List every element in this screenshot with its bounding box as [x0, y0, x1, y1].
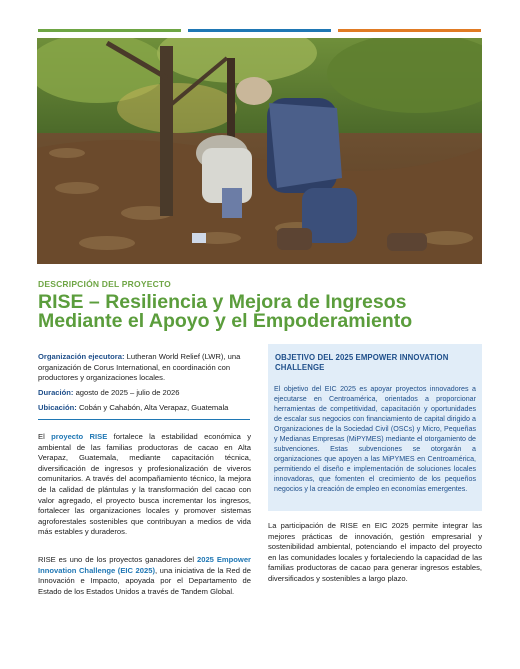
callout-body: El objetivo del EIC 2025 es apoyar proyectos innovadores a ejecutarse en Centroamérica, orientados a proporcionar herramientas de competitividad, capacitación y oportunidades de escalar sus negocios con financiamiento de capital dirigido a Organizaciones de la Sociedad Civil (OSCs) y Micro, Pequeñas y Medianas Empresas (MiPYMES) mediante el otorgamiento de subvenciones. Estas subvenciones se otorgarán a organizaciones que apoyen a las MiPYMES en Centroamérica, permitiendo el diseño e implementación de soluciones locales innovadoras, que fomenten el crecimiento de los pequeños negocios y la creación de empleo en economías emergentes. — [274, 385, 476, 493]
cacao-field-photo — [37, 38, 482, 264]
meta-location-label: Ubicación: — [38, 403, 77, 412]
meta-organization — [38, 352, 258, 384]
accent-bar-green — [38, 29, 181, 32]
para1-lead: El — [38, 432, 52, 441]
meta-organization-label: Organización ejecutora: — [38, 352, 125, 361]
project-rise-link: proyecto RISE — [51, 432, 108, 441]
accent-bar-orange — [338, 29, 481, 32]
meta-location — [38, 403, 258, 414]
page-title: RISE – Resiliencia y Mejora de Ingresos Mediante el Apoyo y el Empoderamiento — [38, 291, 413, 332]
para2-lead: RISE es uno de los proyectos ganadores del — [38, 555, 197, 564]
project-section-label: DESCRIPCIÓN DEL PROYECTO — [38, 279, 171, 289]
participation-paragraph: La participación de RISE en EIC 2025 permite integrar las mejores prácticas de innovación, gestión empresarial y sostenibilidad ambiental, potenciando el impacto del proyecto en las comunidades locales y fortaleciendo la capacidad de las familias productoras de cacao para generar ingresos estables, diversificados y sostenibles a largo plazo. — [268, 521, 482, 583]
callout-title: OBJETIVO DEL 2025 EMPOWER INNOVATION CHALLENGE — [275, 353, 449, 372]
meta-duration-value: agosto de 2025 – julio de 2026 — [73, 388, 180, 397]
winners-paragraph — [38, 555, 251, 597]
challenge-name: 2025 Empower Innovation Challenge (EIC 2025) — [38, 555, 252, 575]
accent-bar-blue — [188, 29, 331, 32]
meta-location-value: Cobán y Cahabón, Alta Verapaz, Guatemala — [76, 403, 229, 412]
meta-duration-label: Duración: — [38, 388, 74, 397]
para1-rest: fortalece la estabilidad económica y ambiental de las familias productoras de cacao en Alta Verapaz, Guatemala, mediante capacitación técnica, diversificación de ingresos y profesionalización de viveros comunitarios. A través del acompañamiento técnico, la mejora de la calidad de plántulas y la transformación del cacao con valor agregado, el proyecto busca incrementar los ingresos, fortalecer las organizaciones locales y promover sistemas agroforestales sostenibles que contribuyan a medios de vida más estables y duraderos. — [38, 432, 251, 537]
meta-organization-value: Lutheran World Relief (LWR), una organización de Corus International, en coordinación con productores y organizaciones locales. — [38, 352, 241, 383]
divider-rule — [38, 419, 250, 420]
para2-rest: , una iniciativa de la Red de Innovación e Impacto, apoyada por el Departamento de Estado de los Estados Unidos a través de Tandem Global. — [38, 565, 251, 596]
project-description-paragraph — [38, 432, 251, 538]
meta-duration — [38, 388, 258, 399]
challenge-objective-callout — [268, 344, 482, 511]
